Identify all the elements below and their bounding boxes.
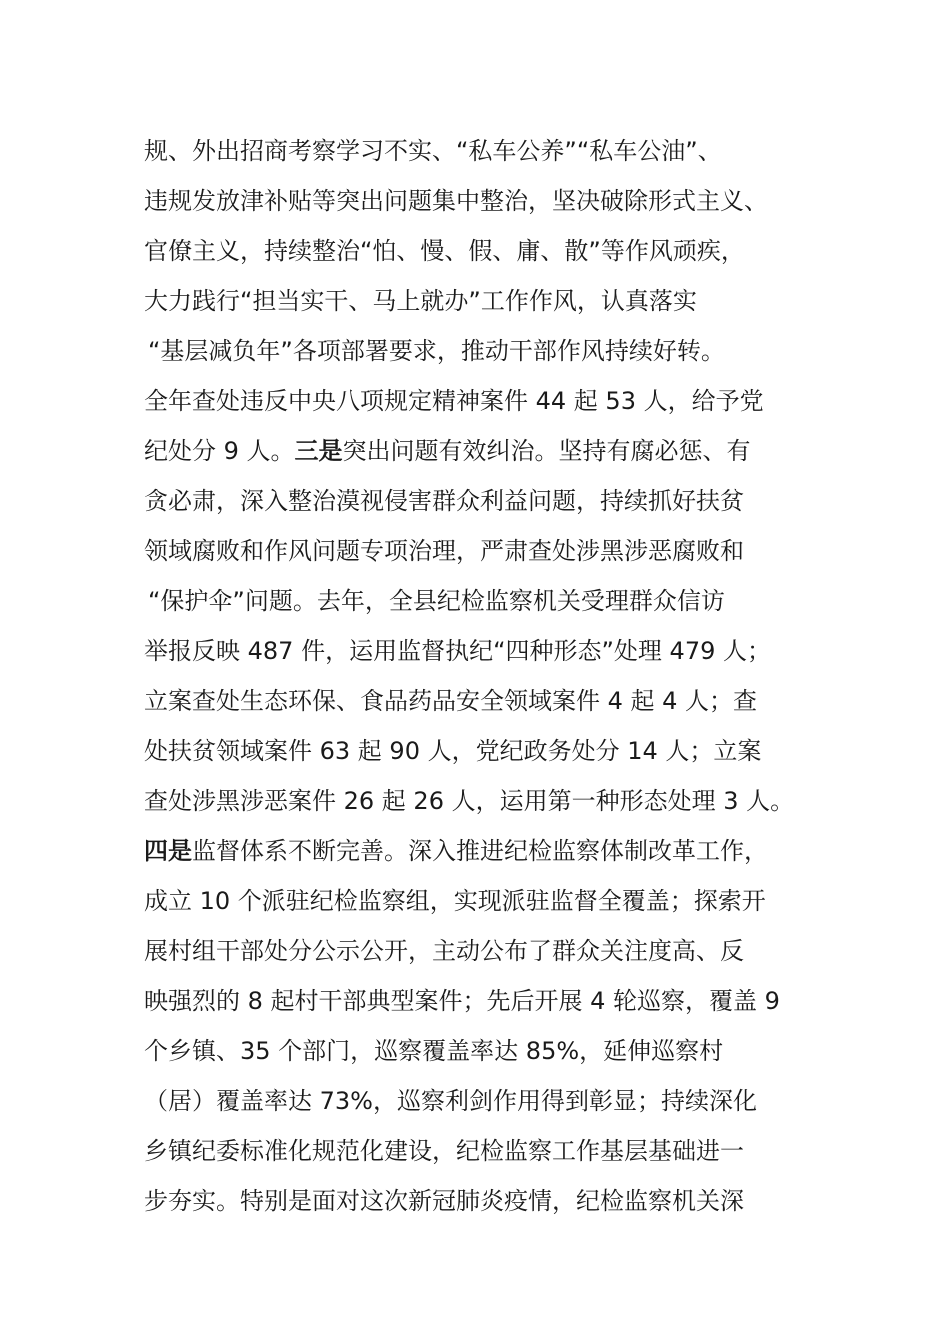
- line-text: 举报反映 487 件，运用监督执纪“四种形态”处理 479 人；: [144, 637, 771, 665]
- line-text: 纪处分 9 人。: [144, 437, 295, 465]
- line-text: 映强烈的 8 起村干部典型案件；先后开展 4 轮巡察，覆盖 9: [144, 987, 780, 1015]
- line-text: 乡镇纪委标准化规范化建设，纪检监察工作基层基础进一: [144, 1137, 744, 1165]
- line-text: 大力践行“担当实干、马上就办”工作作风，认真落实: [144, 287, 697, 315]
- line-text: 全年查处违反中央八项规定精神案件 44 起 53 人，给予党: [144, 387, 764, 415]
- text-line: [144, 226, 844, 276]
- text-line: [144, 1076, 844, 1126]
- line-text: 个乡镇、35 个部门，巡察覆盖率达 85%，延伸巡察村: [144, 1037, 724, 1065]
- text-line: [144, 326, 844, 376]
- line-text: 贪必肃，深入整治漠视侵害群众利益问题，持续抓好扶贫: [144, 487, 744, 515]
- text-line: [144, 776, 844, 826]
- text-line: [144, 526, 844, 576]
- text-line: [144, 376, 844, 426]
- text-line: [144, 726, 844, 776]
- body-text: [144, 126, 844, 1226]
- line-text: 规、外出招商考察学习不实、“私车公养”“私车公油”、: [144, 137, 722, 165]
- line-text: 查处涉黑涉恶案件 26 起 26 人，运用第一种形态处理 3 人。: [144, 787, 795, 815]
- line-text: 监督体系不断完善。深入推进纪检监察体制改革工作，: [192, 837, 768, 865]
- text-line: [144, 476, 844, 526]
- text-line: [144, 676, 844, 726]
- text-line: [144, 1026, 844, 1076]
- line-text: 成立 10 个派驻纪检监察组，实现派驻监督全覆盖；探索开: [144, 887, 766, 915]
- text-line: [144, 426, 844, 476]
- line-text: 展村组干部处分公示公开，主动公布了群众关注度高、反: [144, 937, 744, 965]
- line-text: 违规发放津补贴等突出问题集中整治，坚决破除形式主义、: [144, 187, 768, 215]
- line-text: 立案查处生态环保、食品药品安全领域案件 4 起 4 人；查: [144, 687, 758, 715]
- line-text: （居）覆盖率达 73%，巡察利剑作用得到彰显；持续深化: [144, 1087, 757, 1115]
- section-marker-four: 四是: [144, 837, 192, 865]
- line-text: 突出问题有效纠治。坚持有腐必惩、有: [342, 437, 751, 465]
- text-line: [144, 826, 844, 876]
- line-text: 处扶贫领域案件 63 起 90 人，党纪政务处分 14 人；立案: [144, 737, 762, 765]
- text-line: [144, 1126, 844, 1176]
- line-text: 官僚主义，持续整治“怕、慢、假、庸、散”等作风顽疾，: [144, 237, 745, 265]
- text-line: [144, 926, 844, 976]
- line-text: 步夯实。特别是面对这次新冠肺炎疫情，纪检监察机关深: [144, 1187, 744, 1215]
- text-line: [144, 876, 844, 926]
- section-marker-three: 三是: [294, 437, 343, 465]
- text-line: [144, 576, 844, 626]
- line-text: “基层减负年”各项部署要求，推动干部作风持续好转。: [148, 337, 725, 365]
- text-line: [144, 1176, 844, 1226]
- text-line: [144, 626, 844, 676]
- line-text: “保护伞”问题。去年，全县纪检监察机关受理群众信访: [148, 587, 725, 615]
- text-line: [144, 976, 844, 1026]
- text-line: [144, 176, 844, 226]
- line-text: 领域腐败和作风问题专项治理，严肃查处涉黑涉恶腐败和: [144, 537, 744, 565]
- text-line: [144, 276, 844, 326]
- text-line: [144, 126, 844, 176]
